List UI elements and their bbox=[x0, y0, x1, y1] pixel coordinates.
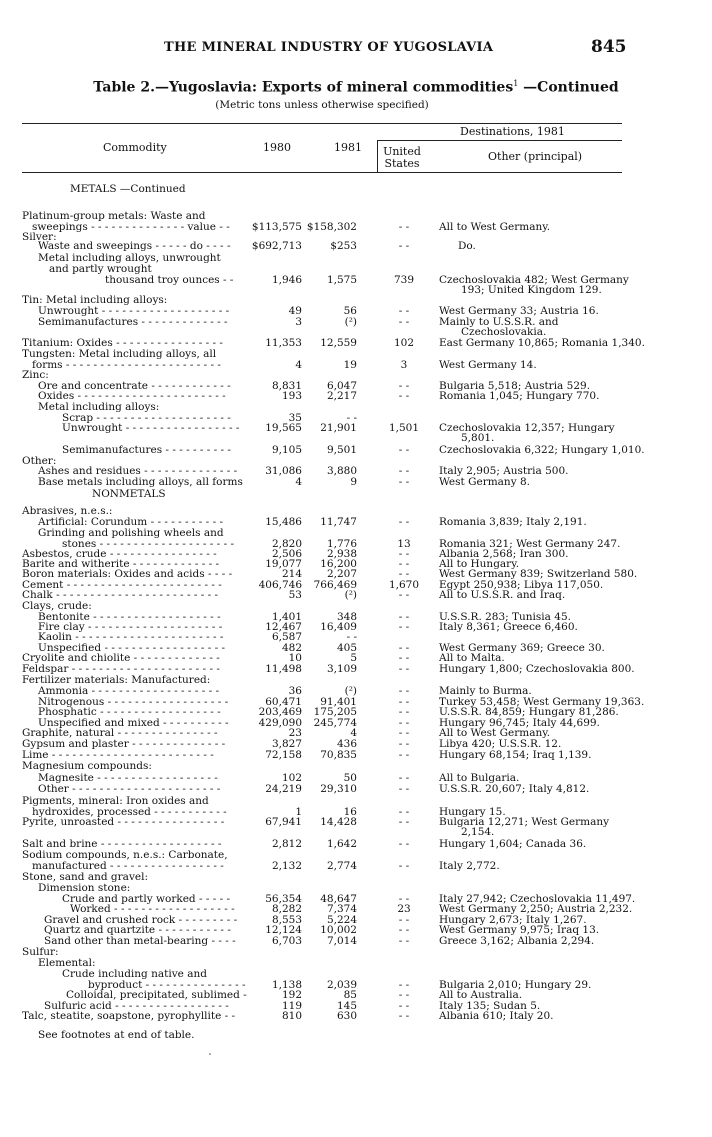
united-states-cell: - - bbox=[398, 516, 410, 528]
united-states-cell: - - bbox=[398, 860, 410, 872]
commodity-cell: Ammonia - - - - - - - - - - - - - - - - - - - bbox=[38, 685, 220, 697]
page-number: 845 bbox=[591, 37, 627, 57]
united-states-cell: - - bbox=[398, 727, 410, 739]
table-title: Table 2.—Yugoslavia: Exports of mineral commodities$^1$ —Continued bbox=[93, 79, 619, 96]
commodity-cell: Worked - - - - - - - - - - - - - - - - - - bbox=[70, 903, 235, 915]
value-1981-cell: 9,501 bbox=[326, 444, 357, 456]
value-1981-cell: (²) bbox=[344, 685, 357, 697]
table-row bbox=[0, 1010, 712, 1022]
united-states-cell: - - bbox=[398, 1010, 410, 1022]
commodity-cell: sweepings - - - - - - - - - - - - - - value - - bbox=[32, 221, 230, 233]
value-1980-cell: 67,941 bbox=[265, 816, 302, 828]
value-1980-cell: 10 bbox=[288, 652, 302, 664]
commodity-cell: Base metals including alloys, all forms bbox=[38, 476, 243, 488]
value-1981-cell: $158,302 bbox=[306, 221, 357, 233]
title-footnote-marker: 1 bbox=[513, 79, 519, 88]
united-states-cell: - - bbox=[398, 685, 410, 697]
value-1980-cell: 31,086 bbox=[265, 465, 302, 477]
value-1980-cell: 12,124 bbox=[265, 924, 302, 936]
value-1980-cell: 2,820 bbox=[271, 538, 302, 550]
commodity-cell: Sulfuric acid - - - - - - - - - - - - - - - - - bbox=[44, 1000, 229, 1012]
header-commodity: Commodity bbox=[103, 141, 167, 154]
value-1981-cell: 3,109 bbox=[326, 663, 357, 675]
destination-cell: U.S.S.R. 20,607; Italy 4,812. bbox=[439, 783, 590, 795]
value-1980-cell: 11,498 bbox=[265, 663, 302, 675]
value-1980-cell: 53 bbox=[288, 589, 302, 601]
value-1981-cell: - - bbox=[346, 631, 357, 643]
commodity-cell: Semimanufactures - - - - - - - - - - - - - bbox=[38, 316, 228, 328]
commodity-cell: stones - - - - - - - - - - - - - - - - - - - - bbox=[62, 538, 235, 550]
destination-cell: Romania 321; West Germany 247. bbox=[439, 538, 621, 550]
value-1980-cell: 406,746 bbox=[258, 579, 302, 591]
value-1981-cell: 56 bbox=[343, 305, 357, 317]
value-1981-cell: 4 bbox=[350, 727, 357, 739]
commodity-cell: Titanium: Oxides - - - - - - - - - - - - - - - - bbox=[22, 337, 223, 349]
united-states-cell: - - bbox=[398, 893, 410, 905]
commodity-cell: Platinum-group metals: Waste and bbox=[22, 210, 206, 222]
commodity-cell: Other - - - - - - - - - - - - - - - - - - - - - - bbox=[38, 783, 221, 795]
commodity-cell: Fertilizer materials: Manufactured: bbox=[22, 674, 211, 686]
destination-cell: All to U.S.S.R. and Iraq. bbox=[439, 589, 566, 601]
united-states-cell: - - bbox=[398, 816, 410, 828]
table-row bbox=[0, 783, 712, 795]
destination-cell: Hungary 1,604; Canada 36. bbox=[439, 838, 587, 850]
running-title: THE MINERAL INDUSTRY OF YUGOSLAVIA bbox=[164, 40, 494, 55]
value-1980-cell: 1 bbox=[295, 806, 302, 818]
commodity-cell: Kaolin - - - - - - - - - - - - - - - - - - - - - - bbox=[38, 631, 224, 643]
destination-cell: Romania 3,839; Italy 2,191. bbox=[439, 516, 587, 528]
united-states-cell: - - bbox=[398, 642, 410, 654]
destination-cell: West Germany 9,975; Iraq 13. bbox=[439, 924, 600, 936]
page-header bbox=[0, 37, 712, 70]
commodity-cell: Feldspar - - - - - - - - - - - - - - - - - - - - - - bbox=[22, 663, 220, 675]
value-1981-cell: 766,469 bbox=[313, 579, 357, 591]
value-1980-cell: 2,506 bbox=[271, 548, 302, 560]
value-1980-cell: 203,469 bbox=[258, 706, 302, 718]
value-1981-cell: 14,428 bbox=[320, 816, 357, 828]
commodity-cell: thousand troy ounces - - bbox=[105, 274, 234, 286]
destination-cell: West Germany 2,250; Austria 2,232. bbox=[439, 903, 633, 915]
destination-cell: Italy 135; Sudan 5. bbox=[439, 1000, 541, 1012]
value-1981-cell: 21,901 bbox=[320, 422, 357, 434]
value-1981-cell: 1,575 bbox=[326, 274, 357, 286]
table-row bbox=[0, 826, 712, 838]
value-1980-cell: 193 bbox=[281, 390, 302, 402]
commodity-cell: Asbestos, crude - - - - - - - - - - - - - - - - bbox=[22, 548, 217, 560]
value-1981-cell: 348 bbox=[336, 611, 357, 623]
value-1981-cell: 175,205 bbox=[313, 706, 357, 718]
united-states-cell: - - bbox=[398, 589, 410, 601]
destination-cell: Italy 27,942; Czechoslovakia 11,497. bbox=[439, 893, 636, 905]
commodity-cell: Sulfur: bbox=[22, 946, 59, 958]
commodity-cell: Other: bbox=[22, 455, 57, 467]
destination-cell: 193; United Kingdom 129. bbox=[461, 284, 602, 296]
value-1980-cell: 1,401 bbox=[271, 611, 302, 623]
commodity-cell: Tungsten: Metal including alloys, all bbox=[22, 348, 217, 360]
destination-cell: Albania 610; Italy 20. bbox=[439, 1010, 554, 1022]
destination-cell: All to Hungary. bbox=[439, 558, 520, 570]
commodity-cell: Oxides - - - - - - - - - - - - - - - - - - - - - - bbox=[38, 390, 226, 402]
value-1980-cell: 8,282 bbox=[271, 903, 302, 915]
value-1980-cell: 36 bbox=[288, 685, 302, 697]
value-1981-cell: 9 bbox=[350, 476, 357, 488]
destination-cell: Bulgaria 5,518; Austria 529. bbox=[439, 380, 591, 392]
value-1980-cell: 214 bbox=[281, 568, 302, 580]
value-1980-cell: 2,812 bbox=[271, 838, 302, 850]
destination-cell: Hungary 96,745; Italy 44,699. bbox=[439, 717, 600, 729]
commodity-cell: Bentonite - - - - - - - - - - - - - - - - - - - bbox=[38, 611, 221, 623]
united-states-cell: - - bbox=[398, 380, 410, 392]
united-states-cell: - - bbox=[398, 611, 410, 623]
destination-cell: West Germany 369; Greece 30. bbox=[439, 642, 605, 654]
united-states-cell: 13 bbox=[397, 538, 411, 550]
value-1980-cell: 19,077 bbox=[265, 558, 302, 570]
united-states-cell: 1,670 bbox=[388, 579, 420, 591]
table-top-rule bbox=[22, 123, 622, 124]
value-1981-cell: 16,409 bbox=[320, 621, 357, 633]
commodity-cell: Salt and brine - - - - - - - - - - - - - - - - - - bbox=[22, 838, 222, 850]
united-states-cell: - - bbox=[398, 1000, 410, 1012]
value-1981-cell: 2,938 bbox=[326, 548, 357, 560]
value-1980-cell: 6,587 bbox=[271, 631, 302, 643]
commodity-cell: Crude including native and bbox=[62, 968, 207, 980]
destination-cell: U.S.S.R. 84,859; Hungary 81,286. bbox=[439, 706, 619, 718]
commodity-cell: Silver: bbox=[22, 231, 57, 243]
united-states-cell: - - bbox=[398, 652, 410, 664]
value-1981-cell: - - bbox=[346, 412, 357, 424]
value-1980-cell: 4 bbox=[295, 476, 302, 488]
value-1980-cell: 11,353 bbox=[265, 337, 302, 349]
value-1980-cell: 482 bbox=[281, 642, 302, 654]
destination-cell: Bulgaria 2,010; Hungary 29. bbox=[439, 979, 592, 991]
value-1981-cell: 6,047 bbox=[326, 380, 357, 392]
united-states-cell: 1,501 bbox=[388, 422, 420, 434]
destinations-rule bbox=[377, 140, 622, 141]
value-1981-cell: (²) bbox=[344, 316, 357, 328]
value-1981-cell: 91,401 bbox=[320, 696, 357, 708]
commodity-cell: Ashes and residues - - - - - - - - - - - - - - bbox=[38, 465, 238, 477]
table-subtitle: (Metric tons unless otherwise specified) bbox=[215, 99, 429, 111]
commodity-cell: Lime - - - - - - - - - - - - - - - - - - - - - - - - bbox=[22, 749, 214, 761]
value-1980-cell: 8,831 bbox=[271, 380, 302, 392]
value-1980-cell: $113,575 bbox=[251, 221, 302, 233]
commodity-cell: Tin: Metal including alloys: bbox=[22, 294, 168, 306]
united-states-cell: - - bbox=[398, 221, 410, 233]
united-states-cell: - - bbox=[398, 989, 410, 1001]
united-states-cell: - - bbox=[398, 717, 410, 729]
commodity-cell: hydroxides, processed - - - - - - - - - - - bbox=[32, 806, 227, 818]
destination-cell: Libya 420; U.S.S.R. 12. bbox=[439, 738, 562, 750]
value-1981-cell: 245,774 bbox=[313, 717, 357, 729]
value-1981-cell: 19 bbox=[343, 359, 357, 371]
destination-cell: Italy 2,772. bbox=[439, 860, 500, 872]
value-1980-cell: 15,486 bbox=[265, 516, 302, 528]
destination-cell: Mainly to Burma. bbox=[439, 685, 532, 697]
commodity-cell: Sand other than metal-bearing - - - - bbox=[44, 935, 236, 947]
value-1980-cell: 60,471 bbox=[265, 696, 302, 708]
destination-cell: Romania 1,045; Hungary 770. bbox=[439, 390, 600, 402]
commodity-cell: Unspecified and mixed - - - - - - - - - - bbox=[38, 717, 229, 729]
value-1980-cell: 23 bbox=[288, 727, 302, 739]
value-1981-cell: 436 bbox=[336, 738, 357, 750]
commodity-cell: Quartz and quartzite - - - - - - - - - - - bbox=[44, 924, 231, 936]
value-1981-cell: 29,310 bbox=[320, 783, 357, 795]
commodity-cell: Colloidal, precipitated, sublimed - bbox=[66, 989, 247, 1001]
value-1981-cell: 5 bbox=[350, 652, 357, 664]
destination-cell: Albania 2,568; Iran 300. bbox=[439, 548, 569, 560]
value-1981-cell: 16,200 bbox=[320, 558, 357, 570]
value-1981-cell: 2,774 bbox=[326, 860, 357, 872]
value-1981-cell: 10,002 bbox=[320, 924, 357, 936]
value-1981-cell: 12,559 bbox=[320, 337, 357, 349]
destination-cell: All to West Germany. bbox=[439, 727, 551, 739]
value-1981-cell: 7,374 bbox=[326, 903, 357, 915]
destination-cell: Hungary 1,800; Czechoslovakia 800. bbox=[439, 663, 635, 675]
value-1981-cell: 70,835 bbox=[320, 749, 357, 761]
destination-cell: Mainly to U.S.S.R. and bbox=[439, 316, 559, 328]
commodity-cell: NONMETALS bbox=[92, 488, 166, 500]
value-1980-cell: 35 bbox=[288, 412, 302, 424]
value-1981-cell: 11,747 bbox=[320, 516, 357, 528]
destination-cell: Turkey 53,458; West Germany 19,363. bbox=[439, 696, 645, 708]
destination-cell: West Germany 33; Austria 16. bbox=[439, 305, 599, 317]
commodity-cell: Unwrought - - - - - - - - - - - - - - - - - bbox=[62, 422, 240, 434]
commodity-cell: Artificial: Corundum - - - - - - - - - - - bbox=[38, 516, 223, 528]
destination-cell: Hungary 2,673; Italy 1,267. bbox=[439, 914, 587, 926]
destination-cell: All to West Germany. bbox=[439, 221, 551, 233]
table-row bbox=[0, 760, 712, 772]
commodity-cell: Waste and sweepings - - - - - do - - - - bbox=[38, 240, 231, 252]
commodity-cell: Barite and witherite - - - - - - - - - - - - - bbox=[22, 558, 220, 570]
value-1980-cell: 72,158 bbox=[265, 749, 302, 761]
commodity-cell: manufactured - - - - - - - - - - - - - - - - - bbox=[32, 860, 224, 872]
header-1980: 1980 bbox=[263, 141, 291, 154]
value-1980-cell: 2,132 bbox=[271, 860, 302, 872]
value-1980-cell: 810 bbox=[281, 1010, 302, 1022]
value-1980-cell: 119 bbox=[281, 1000, 302, 1012]
value-1980-cell: 6,703 bbox=[271, 935, 302, 947]
commodity-cell: Dimension stone: bbox=[38, 882, 131, 894]
value-1981-cell: 16 bbox=[343, 806, 357, 818]
commodity-cell: Gravel and crushed rock - - - - - - - - - bbox=[44, 914, 238, 926]
value-1981-cell: 2,217 bbox=[326, 390, 357, 402]
value-1981-cell: 630 bbox=[336, 1010, 357, 1022]
united-states-cell: - - bbox=[398, 738, 410, 750]
header-other-principal: Other (principal) bbox=[488, 150, 583, 163]
value-1981-cell: 2,207 bbox=[326, 568, 357, 580]
commodity-cell: Unspecified - - - - - - - - - - - - - - - - - - bbox=[38, 642, 226, 654]
value-1980-cell: 19,565 bbox=[265, 422, 302, 434]
commodity-cell: Cryolite and chiolite - - - - - - - - - - - - - bbox=[22, 652, 220, 664]
value-1981-cell: 85 bbox=[343, 989, 357, 1001]
table-row bbox=[0, 183, 712, 195]
header-1981: 1981 bbox=[334, 141, 362, 154]
table-row bbox=[0, 240, 712, 252]
commodity-cell: Clays, crude: bbox=[22, 600, 92, 612]
destination-cell: Bulgaria 12,271; West Germany bbox=[439, 816, 610, 828]
united-states-cell: 3 bbox=[400, 359, 408, 371]
commodity-cell: Elemental: bbox=[38, 957, 96, 969]
value-1980-cell: 9,105 bbox=[271, 444, 302, 456]
united-states-cell: 102 bbox=[393, 337, 415, 349]
commodity-cell: Metal including alloys, unwrought bbox=[38, 252, 221, 264]
united-states-cell: - - bbox=[398, 979, 410, 991]
commodity-cell: Fire clay - - - - - - - - - - - - - - - - - - - - bbox=[38, 621, 223, 633]
destination-cell: Italy 2,905; Austria 500. bbox=[439, 465, 569, 477]
commodity-cell: Zinc: bbox=[22, 369, 49, 381]
us-column-divider bbox=[377, 140, 378, 172]
destination-cell: Czechoslovakia. bbox=[461, 326, 547, 338]
value-1981-cell: 5,224 bbox=[326, 914, 357, 926]
value-1981-cell: 50 bbox=[343, 772, 357, 784]
destination-cell: All to Malta. bbox=[439, 652, 505, 664]
destination-cell: West Germany 8. bbox=[439, 476, 530, 488]
united-states-cell: - - bbox=[398, 696, 410, 708]
commodity-cell: byproduct - - - - - - - - - - - - - - - bbox=[88, 979, 246, 991]
destination-cell: Hungary 15. bbox=[439, 806, 506, 818]
value-1980-cell: 1,946 bbox=[271, 274, 302, 286]
table-row bbox=[0, 488, 712, 500]
commodity-cell: Cement - - - - - - - - - - - - - - - - - - - - - - - bbox=[22, 579, 222, 591]
header-bottom-rule bbox=[22, 172, 622, 173]
destination-cell: U.S.S.R. 283; Tunisia 45. bbox=[439, 611, 571, 623]
header-united-states: United States bbox=[383, 145, 421, 170]
value-1980-cell: 192 bbox=[281, 989, 302, 1001]
commodity-cell: Scrap - - - - - - - - - - - - - - - - - - - - bbox=[62, 412, 231, 424]
commodity-cell: and partly wrought bbox=[49, 263, 152, 275]
commodity-cell: forms - - - - - - - - - - - - - - - - - - - - - - - bbox=[32, 359, 221, 371]
commodity-cell: Stone, sand and gravel: bbox=[22, 871, 148, 883]
destination-cell: Egypt 250,938; Libya 117,050. bbox=[439, 579, 604, 591]
united-states-cell: - - bbox=[398, 548, 410, 560]
commodity-cell: Grinding and polishing wheels and bbox=[38, 527, 224, 539]
table-row bbox=[0, 476, 712, 488]
value-1981-cell: 3,880 bbox=[326, 465, 357, 477]
destination-cell: All to Australia. bbox=[439, 989, 523, 1001]
commodity-cell: Semimanufactures - - - - - - - - - - bbox=[62, 444, 231, 456]
united-states-cell: 739 bbox=[393, 274, 415, 286]
value-1981-cell: 2,039 bbox=[326, 979, 357, 991]
commodity-cell: Phosphatic - - - - - - - - - - - - - - - - - - bbox=[38, 706, 221, 718]
value-1980-cell: 3 bbox=[295, 316, 302, 328]
commodity-cell: Gypsum and plaster - - - - - - - - - - - - - - bbox=[22, 738, 226, 750]
destination-cell: Czechoslovakia 6,322; Hungary 1,010. bbox=[439, 444, 645, 456]
united-states-cell: - - bbox=[398, 240, 410, 252]
value-1980-cell: 24,219 bbox=[265, 783, 302, 795]
united-states-cell: - - bbox=[398, 663, 410, 675]
value-1981-cell: (²) bbox=[344, 589, 357, 601]
value-1980-cell: 102 bbox=[281, 772, 302, 784]
destination-cell: 2,154. bbox=[461, 826, 495, 838]
value-1980-cell: $692,713 bbox=[251, 240, 302, 252]
destination-cell: East Germany 10,865; Romania 1,340. bbox=[439, 337, 645, 349]
value-1980-cell: 8,553 bbox=[271, 914, 302, 926]
value-1981-cell: 7,014 bbox=[326, 935, 357, 947]
destination-cell: Italy 8,361; Greece 6,460. bbox=[439, 621, 578, 633]
united-states-cell: - - bbox=[398, 621, 410, 633]
value-1981-cell: 1,776 bbox=[326, 538, 357, 550]
united-states-cell: - - bbox=[398, 568, 410, 580]
commodity-cell: Graphite, natural - - - - - - - - - - - - - - - bbox=[22, 727, 218, 739]
commodity-cell: Abrasives, n.e.s.: bbox=[22, 505, 113, 517]
destination-cell: Do. bbox=[458, 240, 476, 252]
commodity-cell: Ore and concentrate - - - - - - - - - - - - bbox=[38, 380, 231, 392]
value-1980-cell: 56,354 bbox=[265, 893, 302, 905]
commodity-cell: Unwrought - - - - - - - - - - - - - - - - - - - bbox=[38, 305, 230, 317]
value-1981-cell: $253 bbox=[330, 240, 357, 252]
united-states-cell: - - bbox=[398, 783, 410, 795]
commodity-cell: Metal including alloys: bbox=[38, 401, 160, 413]
united-states-cell: - - bbox=[398, 749, 410, 761]
united-states-cell: - - bbox=[398, 914, 410, 926]
united-states-cell: - - bbox=[398, 806, 410, 818]
united-states-cell: - - bbox=[398, 305, 410, 317]
united-states-cell: - - bbox=[398, 444, 410, 456]
destination-cell: 5,801. bbox=[461, 432, 495, 444]
page-speck bbox=[209, 1053, 211, 1055]
united-states-cell: - - bbox=[398, 935, 410, 947]
united-states-cell: - - bbox=[398, 838, 410, 850]
value-1980-cell: 12,467 bbox=[265, 621, 302, 633]
commodity-cell: Sodium compounds, n.e.s.: Carbonate, bbox=[22, 849, 228, 861]
commodity-cell: METALS —Continued bbox=[70, 183, 186, 195]
commodity-cell: Nitrogenous - - - - - - - - - - - - - - - - - - bbox=[38, 696, 229, 708]
header-destinations: Destinations, 1981 bbox=[460, 125, 565, 138]
united-states-cell: - - bbox=[398, 772, 410, 784]
destination-cell: All to Bulgaria. bbox=[439, 772, 520, 784]
united-states-cell: - - bbox=[398, 390, 410, 402]
value-1981-cell: 48,647 bbox=[320, 893, 357, 905]
value-1980-cell: 3,827 bbox=[271, 738, 302, 750]
destination-cell: Czechoslovakia 12,357; Hungary bbox=[439, 422, 615, 434]
commodity-cell: Magnesite - - - - - - - - - - - - - - - - - - bbox=[38, 772, 218, 784]
destination-cell: Hungary 68,154; Iraq 1,139. bbox=[439, 749, 592, 761]
united-states-cell: - - bbox=[398, 316, 410, 328]
destination-cell: West Germany 839; Switzerland 580. bbox=[439, 568, 638, 580]
commodity-cell: Pyrite, unroasted - - - - - - - - - - - - - - - - bbox=[22, 816, 225, 828]
united-states-cell: - - bbox=[398, 465, 410, 477]
footnote-note: See footnotes at end of table. bbox=[38, 1029, 195, 1041]
united-states-cell: - - bbox=[398, 476, 410, 488]
value-1980-cell: 429,090 bbox=[258, 717, 302, 729]
value-1981-cell: 405 bbox=[336, 642, 357, 654]
value-1980-cell: 1,138 bbox=[271, 979, 302, 991]
commodity-cell: Pigments, mineral: Iron oxides and bbox=[22, 795, 209, 807]
destination-cell: West Germany 14. bbox=[439, 359, 537, 371]
commodity-cell: Boron materials: Oxides and acids - - - - bbox=[22, 568, 233, 580]
united-states-cell: - - bbox=[398, 924, 410, 936]
commodity-cell: Talc, steatite, soapstone, pyrophyllite - - bbox=[22, 1010, 236, 1022]
united-states-cell: - - bbox=[398, 558, 410, 570]
destination-cell: Czechoslovakia 482; West Germany bbox=[439, 274, 629, 286]
value-1981-cell: 145 bbox=[336, 1000, 357, 1012]
destination-cell: Greece 3,162; Albania 2,294. bbox=[439, 935, 595, 947]
table-row bbox=[0, 432, 712, 444]
commodity-cell: Chalk - - - - - - - - - - - - - - - - - - - - - - - - bbox=[22, 589, 219, 601]
commodity-cell: Crude and partly worked - - - - - bbox=[62, 893, 231, 905]
united-states-cell: 23 bbox=[397, 903, 411, 915]
commodity-cell: Magnesium compounds: bbox=[22, 760, 152, 772]
value-1981-cell: 1,642 bbox=[326, 838, 357, 850]
united-states-cell: - - bbox=[398, 706, 410, 718]
value-1980-cell: 4 bbox=[295, 359, 302, 371]
value-1980-cell: 49 bbox=[288, 305, 302, 317]
